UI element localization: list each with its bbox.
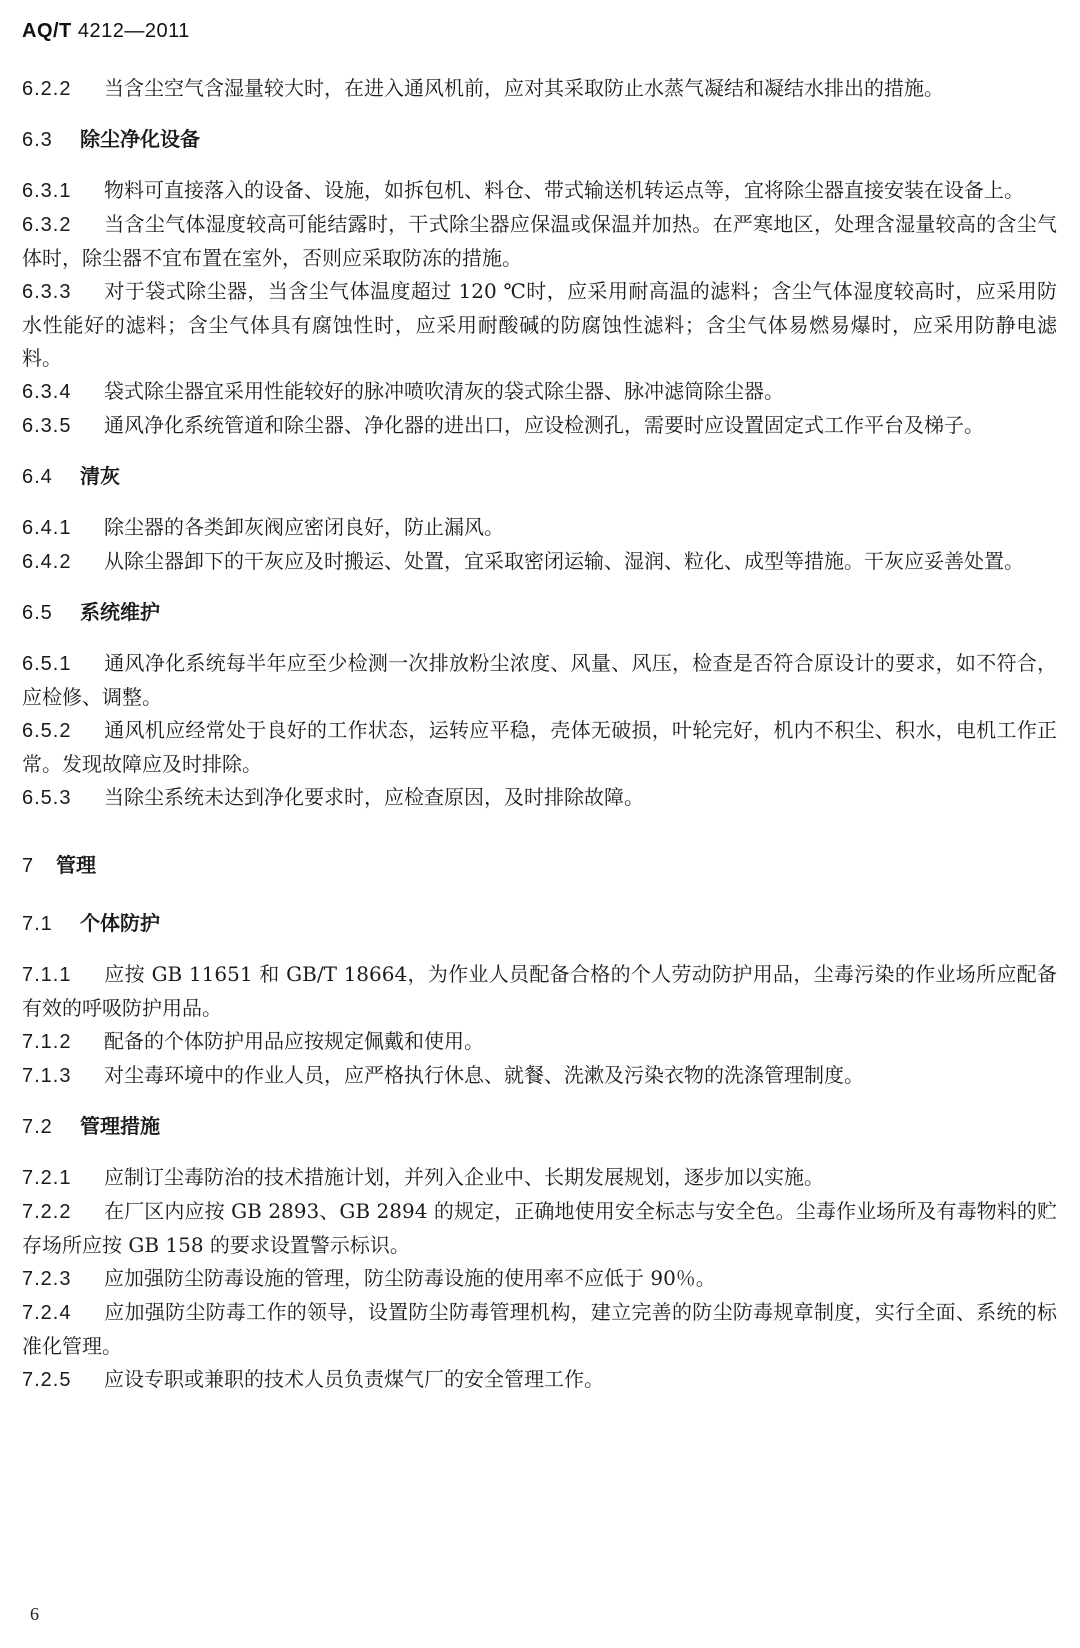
clause-text: 在厂区内应按 GB 2893、GB 2894 的规定，正确地使用安全标志与安全色。尘毒作业场所及有毒物料的贮存场所应按 GB 158 的要求设置警示标识。: [22, 1199, 1057, 1257]
section-heading: [22, 123, 1057, 157]
clause-number: 7.2: [22, 1116, 53, 1138]
clause-paragraph: [22, 1296, 1057, 1363]
clause-number: 7.2.5: [22, 1369, 72, 1391]
clause-number: 6.3.1: [22, 180, 72, 202]
clause-text: 个体防护: [80, 911, 160, 935]
section-heading: [22, 907, 1057, 941]
clause-number: 7.1.3: [22, 1065, 72, 1087]
clause-text: 除尘器的各类卸灰阀应密闭良好，防止漏风。: [104, 515, 504, 539]
clause-number: 7.2.2: [22, 1201, 72, 1223]
clause-number: 6.5.3: [22, 787, 72, 809]
document-body: [22, 72, 1057, 1397]
clause-text: 配备的个体防护用品应按规定佩戴和使用。: [104, 1029, 484, 1053]
clause-number: 6.3.5: [22, 415, 72, 437]
standard-code: AQ/T: [22, 20, 72, 42]
clause-text: 对于袋式除尘器，当含尘气体温度超过 120 ℃时，应采用耐高温的滤料；含尘气体湿度较高时，应采用防水性能好的滤料；含尘气体具有腐蚀性时，应采用耐酸碱的防腐蚀性滤料；含尘气体易燃易爆时，应采用防静电滤料。: [22, 279, 1057, 370]
clause-paragraph: [22, 647, 1057, 714]
clause-number: 7.1.1: [22, 964, 72, 986]
page-header: [22, 20, 190, 43]
clause-number: 7.1: [22, 913, 53, 935]
clause-paragraph: [22, 1025, 1057, 1059]
clause-text: 系统维护: [80, 600, 160, 624]
clause-number: 7.1.2: [22, 1031, 72, 1053]
clause-text: 通风净化系统管道和除尘器、净化器的进出口，应设检测孔，需要时应设置固定式工作平台及梯子。: [104, 413, 984, 437]
clause-number: 6.5.1: [22, 653, 72, 675]
clause-number: 6.2.2: [22, 78, 72, 100]
clause-text: 管理: [56, 853, 96, 877]
clause-number: 6.4.1: [22, 517, 72, 539]
clause-paragraph: [22, 1262, 1057, 1296]
clause-number: 6.5: [22, 602, 53, 624]
clause-text: 对尘毒环境中的作业人员，应严格执行休息、就餐、洗漱及污染衣物的洗涤管理制度。: [104, 1063, 864, 1087]
clause-text: 管理措施: [80, 1114, 160, 1138]
page-number: 6: [30, 1604, 39, 1624]
clause-text: 除尘净化设备: [80, 127, 200, 151]
chapter-heading: [22, 849, 1057, 883]
clause-text: 当含尘空气含湿量较大时，在进入通风机前，应对其采取防止水蒸气凝结和凝结水排出的措施。: [104, 76, 944, 100]
clause-number: 7.2.3: [22, 1268, 72, 1290]
clause-number: 7.2.1: [22, 1167, 72, 1189]
clause-text: 应制订尘毒防治的技术措施计划，并列入企业中、长期发展规划，逐步加以实施。: [104, 1165, 824, 1189]
clause-number: 6.3.2: [22, 214, 72, 236]
clause-number: 6.4.2: [22, 551, 72, 573]
clause-number: 7: [22, 855, 35, 877]
clause-text: 应按 GB 11651 和 GB/T 18664，为作业人员配备合格的个人劳动防护用品，尘毒污染的作业场所应配备有效的呼吸防护用品。: [22, 962, 1057, 1020]
clause-text: 当除尘系统未达到净化要求时，应检查原因，及时排除故障。: [104, 785, 644, 809]
section-heading: [22, 1110, 1057, 1144]
clause-paragraph: [22, 72, 1057, 106]
clause-paragraph: [22, 275, 1057, 375]
clause-number: 6.4: [22, 466, 53, 488]
clause-text: 应设专职或兼职的技术人员负责煤气厂的安全管理工作。: [104, 1367, 604, 1391]
clause-number: 6.5.2: [22, 720, 72, 742]
clause-text: 应加强防尘防毒工作的领导，设置防尘防毒管理机构，建立完善的防尘防毒规章制度，实行全面、系统的标准化管理。: [22, 1300, 1057, 1358]
clause-paragraph: [22, 958, 1057, 1025]
clause-paragraph: [22, 511, 1057, 545]
clause-number: 6.3.3: [22, 281, 72, 303]
clause-paragraph: [22, 1363, 1057, 1397]
clause-paragraph: [22, 1161, 1057, 1195]
clause-text: 当含尘气体湿度较高可能结露时，干式除尘器应保温或保温并加热。在严寒地区，处理含湿量较高的含尘气体时，除尘器不宜布置在室外，否则应采取防冻的措施。: [22, 212, 1057, 270]
clause-paragraph: [22, 375, 1057, 409]
clause-paragraph: [22, 1059, 1057, 1093]
clause-number: 6.3.4: [22, 381, 72, 403]
clause-paragraph: [22, 545, 1057, 579]
clause-text: 通风机应经常处于良好的工作状态，运转应平稳，壳体无破损，叶轮完好，机内不积尘、积水，电机工作正常。发现故障应及时排除。: [22, 718, 1057, 776]
clause-paragraph: [22, 174, 1057, 208]
clause-paragraph: [22, 208, 1057, 275]
standard-number: 4212—2011: [77, 20, 190, 42]
section-heading: [22, 460, 1057, 494]
clause-text: 物料可直接落入的设备、设施，如拆包机、料仓、带式输送机转运点等，宜将除尘器直接安装在设备上。: [104, 178, 1024, 202]
clause-text: 清灰: [80, 464, 120, 488]
clause-number: 7.2.4: [22, 1302, 72, 1324]
clause-text: 袋式除尘器宜采用性能较好的脉冲喷吹清灰的袋式除尘器、脉冲滤筒除尘器。: [104, 379, 784, 403]
clause-text: 通风净化系统每半年应至少检测一次排放粉尘浓度、风量、风压，检查是否符合原设计的要求，如不符合，应检修、调整。: [22, 651, 1057, 709]
clause-paragraph: [22, 1195, 1057, 1262]
clause-paragraph: [22, 781, 1057, 815]
section-heading: [22, 596, 1057, 630]
clause-paragraph: [22, 409, 1057, 443]
clause-paragraph: [22, 714, 1057, 781]
clause-number: 6.3: [22, 129, 53, 151]
clause-text: 应加强防尘防毒设施的管理，防尘防毒设施的使用率不应低于 90％。: [104, 1266, 716, 1290]
clause-text: 从除尘器卸下的干灰应及时搬运、处置，宜采取密闭运输、湿润、粒化、成型等措施。干灰应妥善处置。: [104, 549, 1024, 573]
